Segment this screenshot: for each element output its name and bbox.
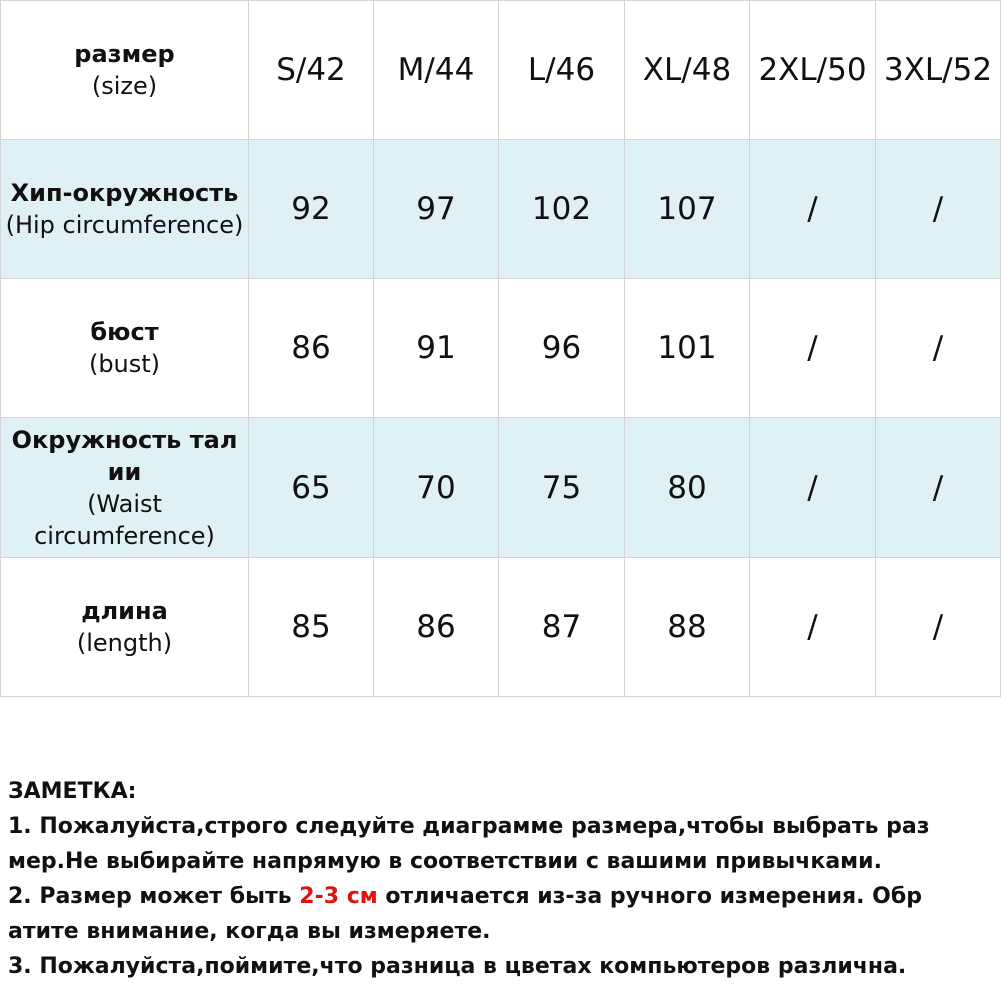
header-label-cell [1,1,249,140]
measurement-value: / [807,330,818,366]
note-item-2 [8,879,998,949]
value-cell [750,558,876,697]
note-item-2-start: 2. Размер может быть [8,884,300,909]
row-label-ru: Окружность тал ии [11,425,238,486]
value-cell [374,279,499,418]
row-label-ru: длина [81,597,168,625]
row-label-ru: Хип-окружность [10,179,239,207]
row-label-en: (length) [76,629,173,657]
header-label-en: (size) [91,72,158,100]
measurement-value: 97 [416,191,456,227]
measurement-value: 107 [657,191,717,227]
row-label-cell [1,279,249,418]
size-label: 3XL/52 [883,52,993,88]
value-cell [876,279,1001,418]
table-row-hip [1,140,1001,279]
measurement-value: 96 [541,330,582,366]
measurement-value: 85 [291,609,331,645]
value-cell [876,418,1001,558]
measurement-value: / [932,191,944,227]
value-cell [750,140,876,279]
value-cell [374,418,499,558]
value-cell [876,140,1001,279]
measurement-value: 87 [541,609,582,645]
header-label-ru: размер [74,40,175,68]
measurement-value: 86 [291,330,331,366]
value-cell [499,418,625,558]
note-title: ЗАМЕТКА: [8,779,137,804]
measurement-value: 102 [531,191,592,227]
value-cell [374,558,499,697]
value-cell [499,140,625,279]
size-header-cell [876,1,1001,140]
measurement-value: 70 [416,469,456,506]
value-cell [625,418,750,558]
value-cell [750,418,876,558]
measurement-value: / [807,609,818,645]
measurement-value: / [807,191,818,227]
measurement-value: / [932,469,944,506]
measurement-value: 65 [291,469,331,506]
measurement-value: / [932,330,944,366]
value-cell [499,279,625,418]
measurement-value: 86 [416,609,456,645]
value-cell [249,418,374,558]
row-label-ru: бюст [90,318,159,346]
value-cell [374,140,499,279]
value-cell [249,279,374,418]
value-cell [625,558,750,697]
row-label-cell [1,558,249,697]
note-highlight: 2-3 см [299,884,378,909]
table-row-bust [1,279,1001,418]
size-header-cell [750,1,876,140]
measurement-value: 101 [657,330,717,366]
value-cell [249,558,374,697]
size-header-cell [499,1,625,140]
size-header-cell [249,1,374,140]
measurement-value: 91 [416,330,456,366]
size-note [8,774,998,984]
size-label: XL/48 [642,52,732,88]
value-cell [625,279,750,418]
measurement-value: / [932,609,944,645]
measurement-value: 80 [667,469,707,506]
value-cell [750,279,876,418]
measurement-value: 92 [291,191,331,227]
size-header-cell [374,1,499,140]
table-row-waist [1,418,1001,558]
note-item-1: 1. Пожалуйста,строго следуйте диаграмме размера,чтобы выбрать раз мер.Не выбирайте напрямую в соответствии с вашими привычками. [8,814,930,874]
note-item-3: 3. Пожалуйста,поймите,что разница в цветах компьютеров различна. [8,954,907,979]
measurement-value: 88 [667,609,707,645]
value-cell [625,140,750,279]
row-label-cell [1,418,249,558]
size-label: L/46 [527,52,596,88]
value-cell [499,558,625,697]
row-label-en: (Hip circumference) [5,211,244,239]
size-label: S/42 [276,52,346,88]
note-item-2-end: отличается из-за ручного измерения. Обр атите внимание, когда вы измеряете. [8,884,922,944]
row-label-en: (Waist circumference) [34,489,215,550]
value-cell [249,140,374,279]
value-cell [876,558,1001,697]
table-header-row [1,1,1001,140]
row-label-cell [1,140,249,279]
measurement-value: 75 [541,469,582,506]
table-row-length [1,558,1001,697]
measurement-value: / [807,469,818,506]
size-label: M/44 [397,52,475,88]
size-label: 2XL/50 [758,52,867,88]
size-header-cell [625,1,750,140]
row-label-en: (bust) [88,350,161,378]
